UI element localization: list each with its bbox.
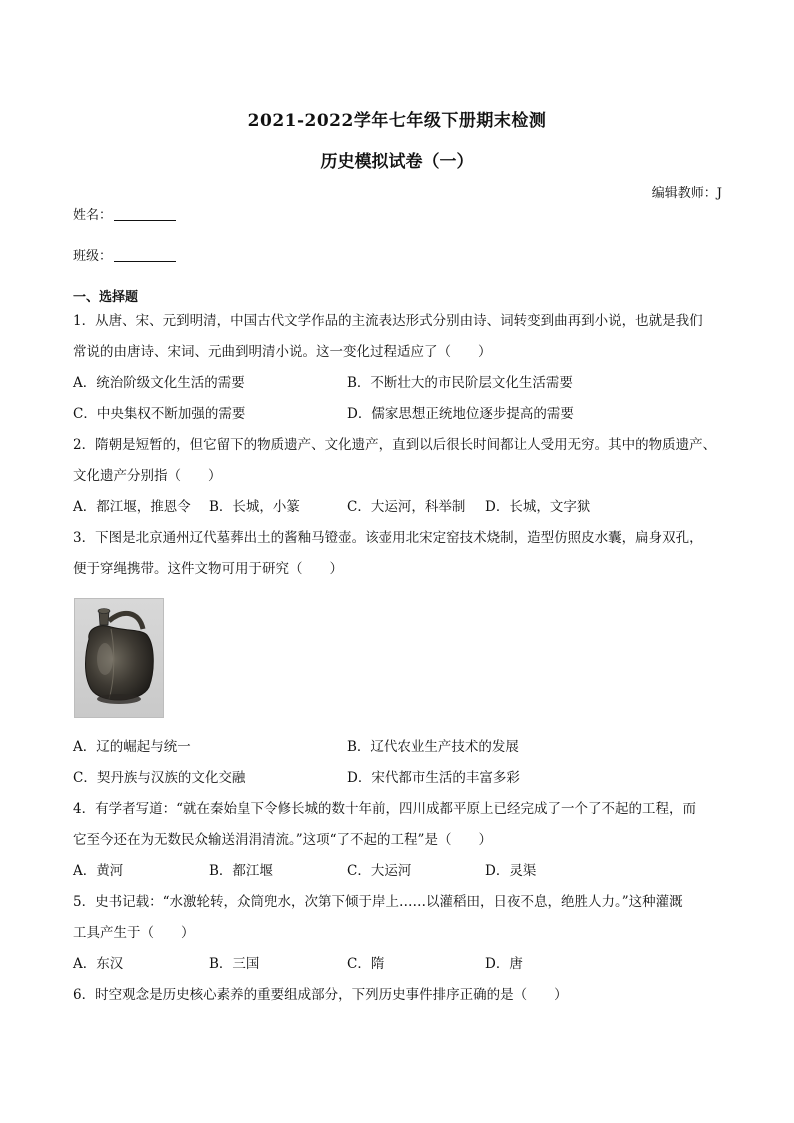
name-blank[interactable] — [114, 208, 176, 221]
exam-subtitle: 历史模拟试卷（一） — [320, 152, 474, 172]
q3-option-b[interactable]: B．辽代农业生产技术的发展 — [347, 739, 519, 755]
q1-option-c[interactable]: C．中央集权不断加强的需要 — [73, 406, 246, 422]
q1-option-a[interactable]: A．统治阶级文化生活的需要 — [73, 375, 245, 391]
q6-stem-line1: 6．时空观念是历史核心素养的重要组成部分，下列历史事件排序正确的是（ ） — [73, 987, 568, 1003]
name-label: 姓名： — [73, 208, 113, 223]
editor-note: 编辑教师：J — [651, 186, 722, 201]
stirrup-pot-photo — [74, 598, 164, 718]
q1-option-b[interactable]: B．不断壮大的市民阶层文化生活需要 — [347, 375, 573, 391]
q2-option-c[interactable]: C．大运河，科举制 — [347, 499, 466, 515]
name-field — [73, 204, 176, 223]
exam-title: 2021-2022学年七年级下册期末检测 — [247, 111, 547, 131]
q4-option-b[interactable]: B．都江堰 — [209, 863, 273, 879]
q4-stem-line2: 它至今还在为无数民众输送涓涓清流。”这项“了不起的工程”是（ ） — [73, 832, 492, 848]
q4-option-c[interactable]: C．大运河 — [347, 863, 412, 879]
q5-stem-line2: 工具产生于（ ） — [73, 925, 195, 941]
q4-option-d[interactable]: D．灵渠 — [485, 863, 537, 879]
q1-stem-line2: 常说的由唐诗、宋词、元曲到明清小说。这一变化过程适应了（ ） — [73, 344, 492, 360]
q3-stem-line1: 3．下图是北京通州辽代墓葬出土的酱釉马镫壶。该壶用北宋定窑技术烧制，造型仿照皮水囊，扁身双孔， — [73, 530, 703, 546]
q4-option-a[interactable]: A．黄河 — [73, 863, 124, 879]
q2-stem-line2: 文化遗产分别指（ ） — [73, 468, 222, 484]
q3-option-c[interactable]: C．契丹族与汉族的文化交融 — [73, 770, 246, 786]
q4-stem-line1: 4．有学者写道：“就在秦始皇下令修长城的数十年前，四川成都平原上已经完成了一个了不起的工程，而 — [73, 801, 696, 817]
q1-stem-line1: 1．从唐、宋、元到明清，中国古代文学作品的主流表达形式分别由诗、词转变到曲再到小说，也就是我们 — [73, 313, 703, 329]
q2-stem-line1: 2．隋朝是短暂的，但它留下的物质遗产、文化遗产，直到以后很长时间都让人受用无穷。其中的物质遗产、 — [73, 437, 717, 453]
q3-option-d[interactable]: D．宋代都市生活的丰富多彩 — [347, 770, 520, 786]
class-blank[interactable] — [114, 249, 176, 262]
class-label: 班级： — [73, 249, 113, 264]
stirrup-pot-image — [75, 599, 163, 717]
q2-option-d[interactable]: D．长城，文字狱 — [485, 499, 591, 515]
q1-option-d[interactable]: D．儒家思想正统地位逐步提高的需要 — [347, 406, 574, 422]
q2-option-a[interactable]: A．都江堰，推恩令 — [73, 499, 191, 515]
q5-stem-line1: 5．史书记载：“水激轮转，众筒兜水，次第下倾于岸上……以灌稻田，日夜不息，绝胜人力。”这种灌溉 — [73, 894, 683, 910]
q5-option-d[interactable]: D．唐 — [485, 956, 523, 972]
q3-option-a[interactable]: A．辽的崛起与统一 — [73, 739, 191, 755]
q5-option-c[interactable]: C．隋 — [347, 956, 385, 972]
q2-option-b[interactable]: B．长城，小篆 — [209, 499, 300, 515]
q3-stem-line2: 便于穿绳携带。这件文物可用于研究（ ） — [73, 561, 343, 577]
section-title: 一、选择题 — [73, 290, 139, 305]
class-field — [73, 245, 176, 264]
q5-option-b[interactable]: B．三国 — [209, 956, 260, 972]
q5-option-a[interactable]: A．东汉 — [73, 956, 124, 972]
